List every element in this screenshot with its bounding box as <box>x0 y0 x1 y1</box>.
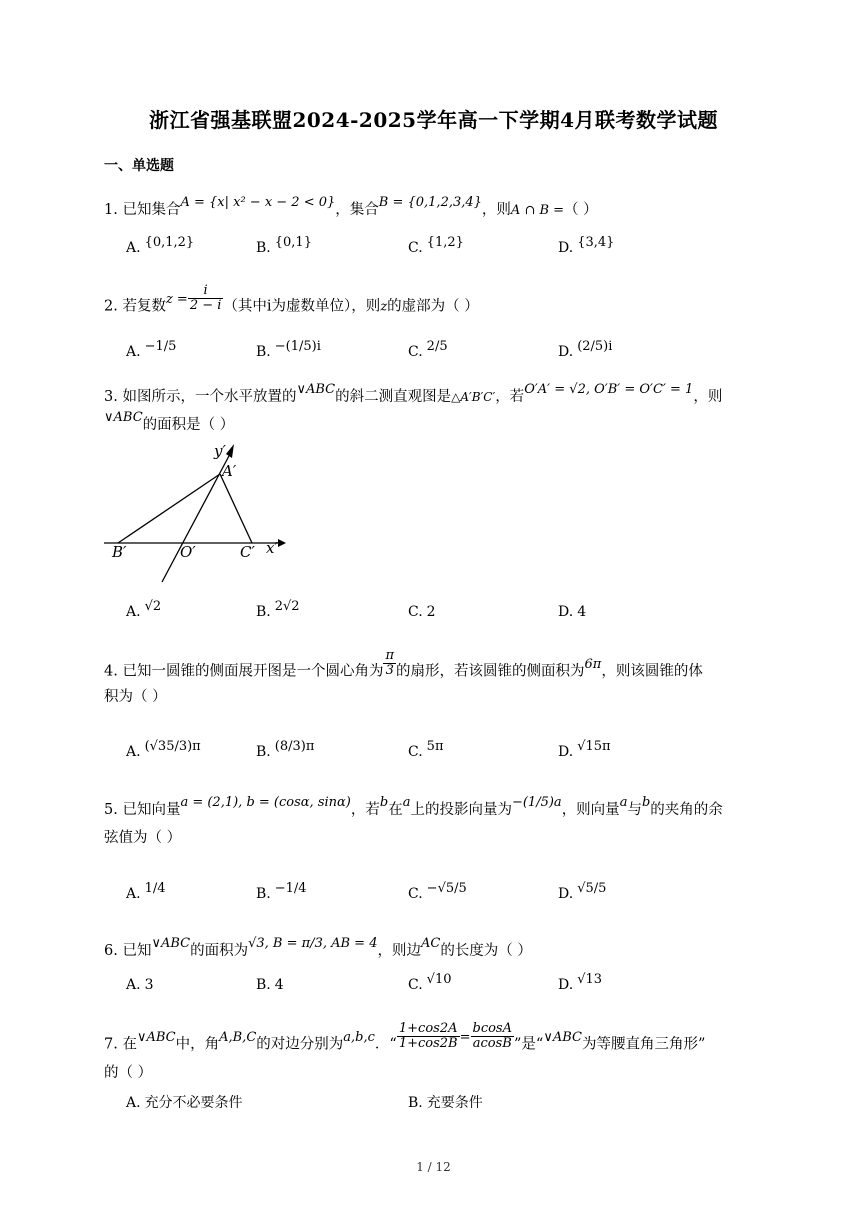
page-title: 浙江省强基联盟2024-2025学年高一下学期4月联考数学试题 <box>148 108 719 132</box>
q4-option-a: A. (√35/3)π <box>126 739 201 760</box>
question-6: 6. 已知∨ABC的面积为√3, B = π/3, AB = 4，则边AC的长度为（ ） <box>104 936 532 959</box>
label-c-prime: C′ <box>240 543 255 561</box>
question-4: 4. 已知一圆锥的侧面展开图是一个圆心角为 $\frac{\pi}{3}$ 的扇形，若该圆锥的侧面积为6π，则该圆锥的体 <box>104 648 703 680</box>
q3-option-a: A. √2 <box>126 599 162 620</box>
q2-option-a: A. −1/5 <box>126 339 177 360</box>
question-5: 5. 已知向量a = (2,1), b = (cosα, sinα)，若b在a上的投影向量为−(1/5)a，则向量a与b的夹角的余 <box>104 795 723 818</box>
label-x-prime: x′ <box>266 539 278 557</box>
fraction: $\frac{1+\cos 2A}{1+\cos 2B}$ <box>398 1021 458 1051</box>
q5-option-b: B. −1/4 <box>256 881 307 902</box>
q1-option-d: D. {3,4} <box>558 235 615 256</box>
question-5-line-2: 弦值为（ ） <box>104 830 182 846</box>
q4-option-c: C. 5π <box>408 739 444 760</box>
question-1: 1. 已知集合A = {x| x² − x − 2 < 0}，集合B = {0,1,2,3,4}，则A ∩ B =（ ） <box>104 195 598 218</box>
oblique-projection-figure <box>100 440 300 590</box>
section-heading: 一、单选题 <box>104 158 174 174</box>
q6-option-d: D. √13 <box>558 972 603 993</box>
page-number: 1 / 12 <box>416 1160 451 1174</box>
label-b-prime: B′ <box>112 543 127 561</box>
question-7: 7. 在∨ABC中，角A,B,C的对边分别为a,b,c．“ $\frac{1+\cos 2A}{1+\cos 2B}$ = $\frac{bcosA}{acosB}$ ”是“∨ABC为等腰直角三角形” <box>104 1021 706 1053</box>
fraction: $\frac{bcosA}{acosB}$ <box>472 1021 512 1051</box>
label-a-prime: A′ <box>222 462 237 480</box>
label-y-prime: y′ <box>214 442 226 460</box>
q1-option-b: B. {0,1} <box>256 235 312 256</box>
q6-option-c: C. √10 <box>408 972 452 993</box>
question-2: 2. 若复数z = $\frac{i}{2 - i}$ （其中i为虚数单位），则z的虚部为（ ） <box>104 283 479 315</box>
q7-option-b: B. 充要条件 <box>408 1095 483 1111</box>
q2-option-d: D. (2/5)i <box>558 339 613 360</box>
question-3-line-2: ∨ABC的面积是（ ） <box>104 410 235 433</box>
q6-option-b: B. 4 <box>256 977 284 993</box>
q3-option-c: C. 2 <box>408 604 436 620</box>
q5-option-d: D. √5/5 <box>558 881 607 902</box>
q4-option-b: B. (8/3)π <box>256 739 315 760</box>
q5-option-c: C. −√5/5 <box>408 881 467 902</box>
q2-option-c: C. 2/5 <box>408 339 448 360</box>
q1-option-a: A. {0,1,2} <box>126 235 195 256</box>
q1-option-c: C. {1,2} <box>408 235 464 256</box>
q2-option-b: B. −(1/5)i <box>256 339 321 360</box>
q3-option-b: B. 2√2 <box>256 599 300 620</box>
q3-option-d: D. 4 <box>558 604 587 620</box>
q5-option-a: A. 1/4 <box>126 881 166 902</box>
fraction: $\frac{\pi}{3}$ <box>385 648 394 678</box>
question-4-line-2: 积为（ ） <box>104 689 167 705</box>
label-o-prime: O′ <box>180 543 196 561</box>
fraction: $\frac{i}{2 - i}$ <box>189 283 222 313</box>
q6-option-a: A. 3 <box>126 977 154 993</box>
q7-option-a: A. 充分不必要条件 <box>126 1095 243 1111</box>
question-7-line-2: 的（ ） <box>104 1065 153 1081</box>
question-3: 3. 如图所示，一个水平放置的∨ABC的斜二测直观图是△A′B′C′，若O′A′ = √2, O′B′ = O′C′ = 1，则 <box>104 382 723 405</box>
q4-option-d: D. √15π <box>558 739 611 760</box>
